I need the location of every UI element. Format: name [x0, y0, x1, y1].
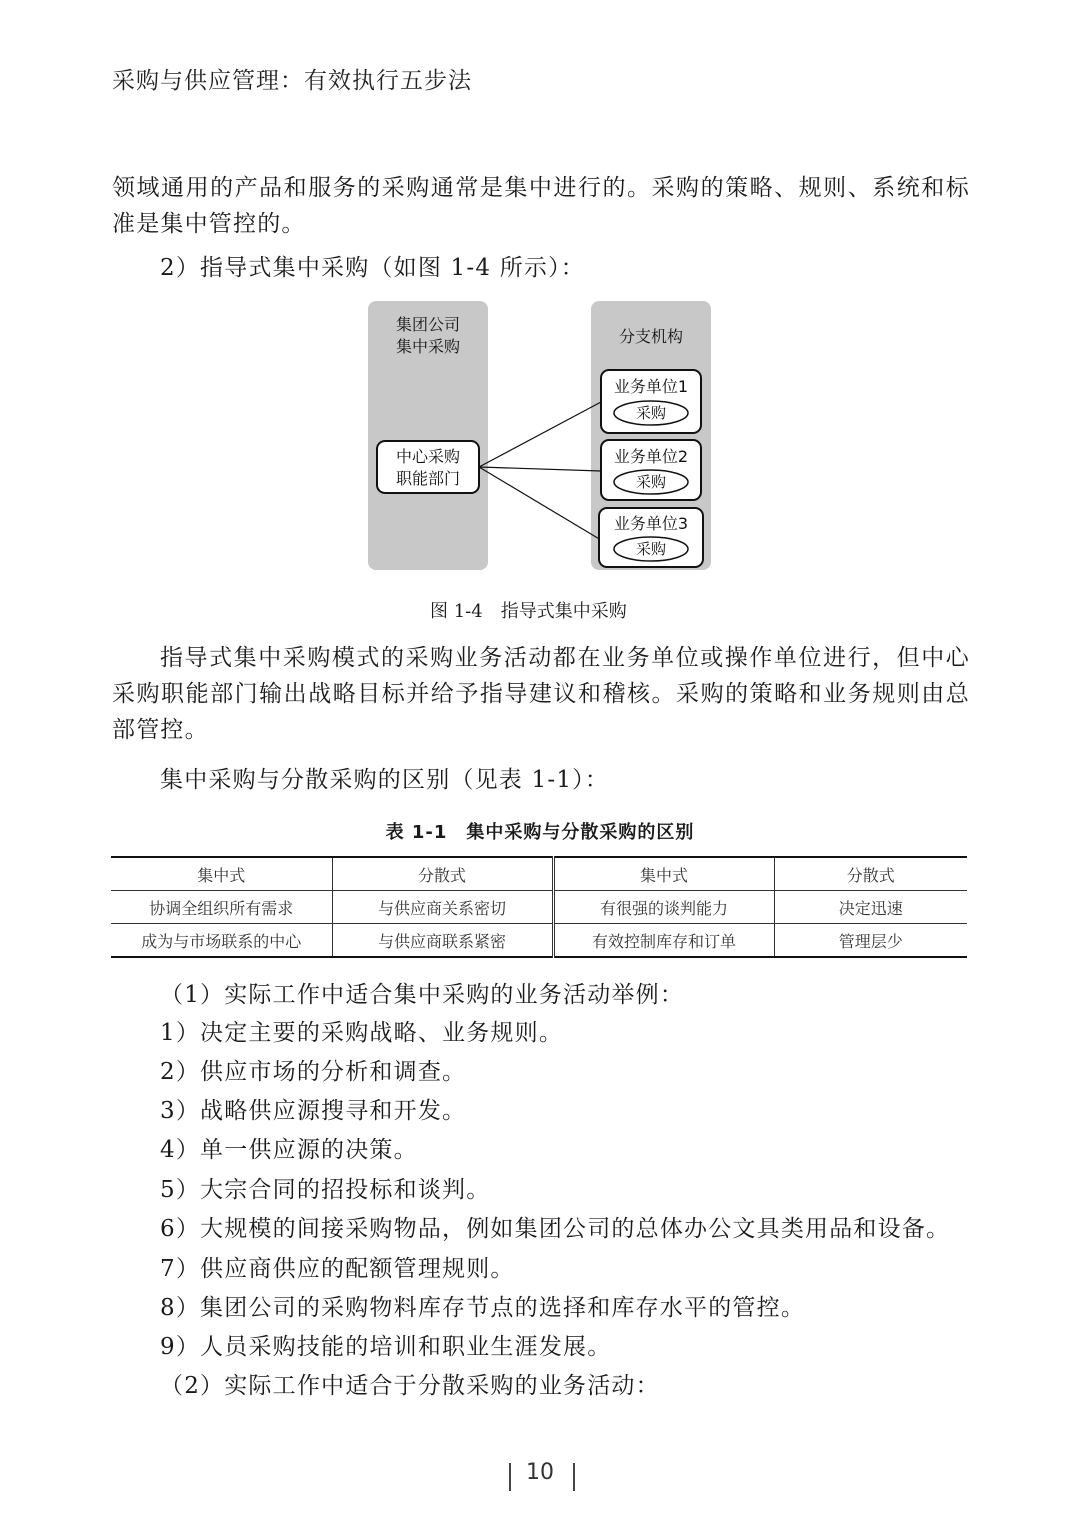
- business-unit-3-label: 业务单位3: [613, 514, 689, 533]
- center-dept-line1: 中心采购: [395, 447, 461, 466]
- table-row: [111, 891, 967, 924]
- figure-caption: 图 1-4 指导式集中采购: [430, 601, 627, 622]
- list-item: 1）决定主要的采购战略、业务规则。: [160, 1020, 564, 1046]
- list-item: 3）战略供应源搜寻和开发。: [160, 1098, 467, 1124]
- list-item: 7）供应商供应的配额管理规则。: [160, 1256, 515, 1282]
- table-header-row: [111, 857, 967, 891]
- table-title: 表 1-1 集中采购与分散采购的区别: [385, 822, 695, 843]
- section2-heading: （2）实际工作中适合于分散采购的业务活动：: [160, 1373, 660, 1399]
- table-cell: 成为与市场联系的中心: [111, 924, 332, 958]
- table-cell: 有效控制库存和订单: [553, 924, 774, 958]
- table-cell: 集中式: [111, 857, 332, 891]
- list-item: 5）大宗合同的招投标和谈判。: [160, 1177, 491, 1203]
- page-number: 10: [526, 1460, 554, 1485]
- item2-heading: 2）指导式集中采购（如图 1-4 所示）：: [160, 255, 585, 281]
- description-paragraph: 指导式集中采购模式的采购业务活动都在业务单位或操作单位进行，但中心采购职能部门输出战略目标并给予指导建议和稽核。采购的策略和业务规则由总部管控。: [112, 645, 970, 743]
- table-cell: 分散式: [332, 857, 553, 891]
- business-unit-1-procurement: 采购: [635, 404, 667, 422]
- list-item: 4）单一供应源的决策。: [160, 1137, 418, 1163]
- list-item: 2）供应市场的分析和调查。: [160, 1059, 467, 1085]
- figure-1-4-diagram: [0, 0, 1080, 600]
- list-item: 6）大规模的间接采购物品，例如集团公司的总体办公文具类用品和设备。: [160, 1216, 951, 1242]
- table-row: [111, 924, 967, 958]
- table-cell: 有很强的谈判能力: [553, 891, 774, 924]
- table-cell: 与供应商联系紧密: [332, 924, 553, 958]
- business-unit-2-label: 业务单位2: [613, 447, 689, 466]
- table-cell: 管理层少: [774, 924, 967, 958]
- list-item: 9）人员采购技能的培训和职业生涯发展。: [160, 1334, 612, 1360]
- center-dept-line2: 职能部门: [395, 469, 461, 488]
- table-cell: 分散式: [774, 857, 967, 891]
- comparison-table: [111, 856, 967, 958]
- table-cell: 与供应商关系密切: [332, 891, 553, 924]
- table-cell: 协调全组织所有需求: [111, 891, 332, 924]
- business-unit-3-procurement: 采购: [635, 540, 667, 558]
- running-header: 采购与供应管理：有效执行五步法: [112, 68, 472, 94]
- business-unit-2-procurement: 采购: [635, 473, 667, 491]
- table-cell: 集中式: [553, 857, 774, 891]
- business-unit-1-label: 业务单位1: [613, 377, 689, 396]
- group-hq-title-line1: 集团公司: [395, 315, 461, 334]
- table-intro: 集中采购与分散采购的区别（见表 1-1）：: [160, 767, 610, 793]
- branch-title: 分支机构: [618, 327, 684, 346]
- group-hq-title-line2: 集中采购: [395, 337, 461, 356]
- section1-heading: （1）实际工作中适合集中采购的业务活动举例：: [160, 982, 685, 1008]
- table-cell: 决定迅速: [774, 891, 967, 924]
- intro-paragraph: 领域通用的产品和服务的采购通常是集中进行的。采购的策略、规则、系统和标准是集中管控的。: [112, 175, 970, 237]
- list-item: 8）集团公司的采购物料库存节点的选择和库存水平的管控。: [160, 1295, 806, 1321]
